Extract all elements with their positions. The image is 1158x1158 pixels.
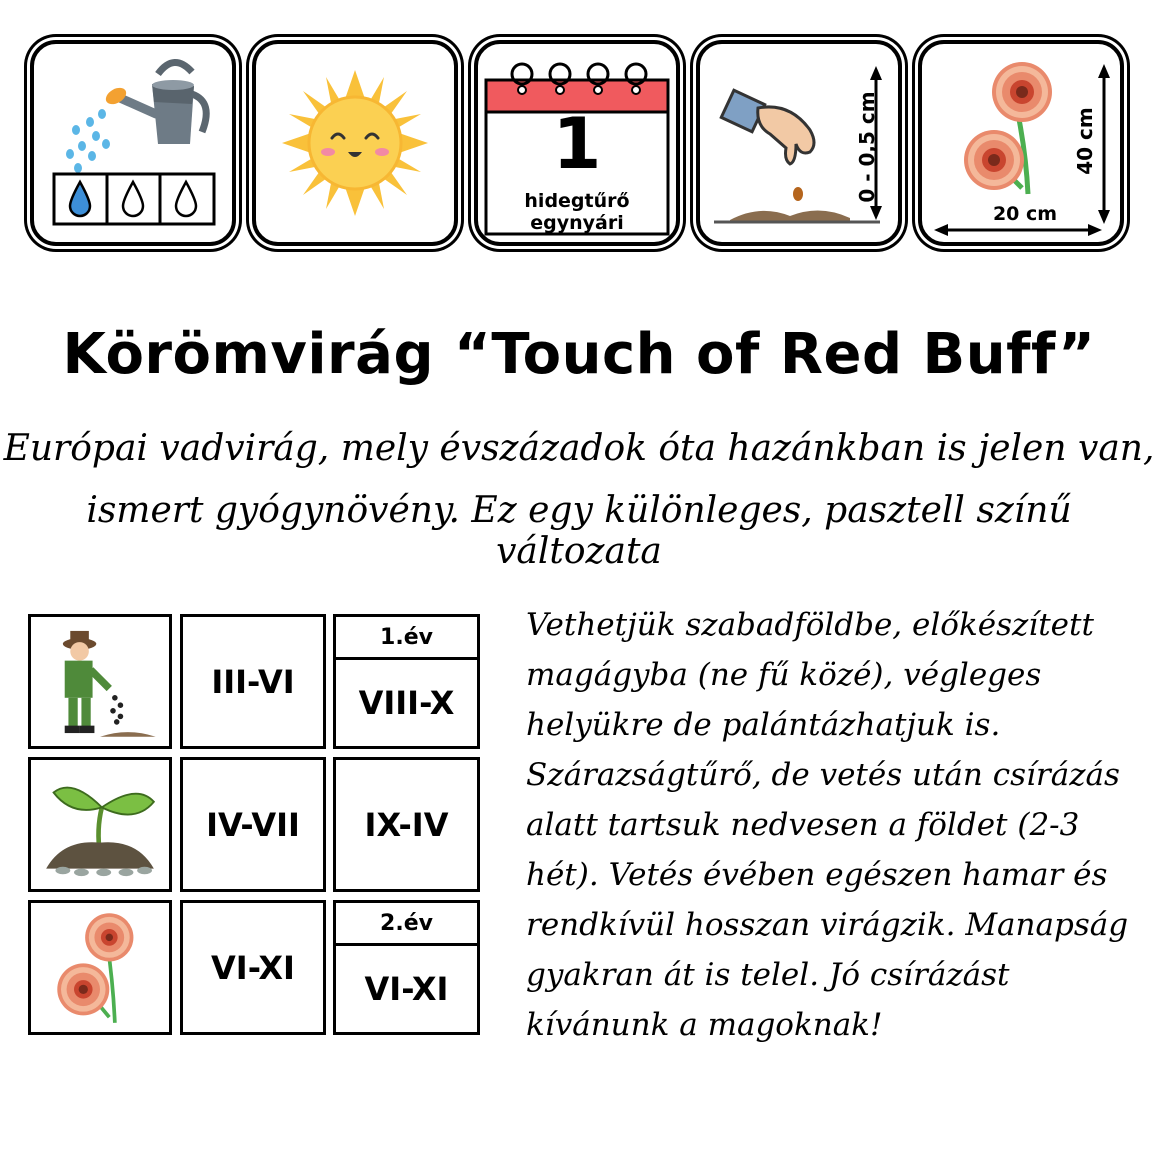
- watering-can-icon: [34, 44, 232, 242]
- plant-width-label: 20 cm: [992, 203, 1058, 225]
- sowing-icon-cell: [28, 614, 172, 749]
- calendar-card: [474, 40, 680, 246]
- description-line: helyükre de palántázhatjuk is.: [526, 707, 1001, 743]
- seedling-icon: [35, 764, 165, 886]
- plant-size-card: [918, 40, 1124, 246]
- period-cell-row1: III-VI: [180, 614, 326, 749]
- second-period-cell-row3: VI-XI: [333, 943, 480, 1035]
- calendar-line1: hidegtűrő: [524, 190, 630, 212]
- sowing-depth-card: [696, 40, 902, 246]
- gardener-sowing-icon: [35, 621, 165, 743]
- period-cell-row3: VI-XI: [180, 900, 326, 1035]
- calendar-line2: egynyári: [530, 212, 624, 234]
- sowing-depth-label: 0 - 0,5 cm: [855, 91, 879, 203]
- page-title: Körömvirág “Touch of Red Buff”: [62, 322, 1096, 387]
- year-label-2: 2.év: [333, 900, 480, 946]
- description-line: magágyba (ne fű közé), végleges: [526, 657, 1042, 693]
- second-period-cell-row2: IX-IV: [333, 757, 480, 892]
- calendar-number: 1: [552, 103, 602, 185]
- description-line: gyakran át is telel. Jó csírázást: [526, 957, 1010, 993]
- sun-icon: [256, 44, 454, 242]
- flower-icon-cell: [28, 900, 172, 1035]
- watering-card: [30, 40, 236, 246]
- sun-card: [252, 40, 458, 246]
- plant-height-label: 40 cm: [1073, 107, 1097, 175]
- description: [526, 600, 1146, 1050]
- period-cell-row2: IV-VII: [180, 757, 326, 892]
- seedling-icon-cell: [28, 757, 172, 892]
- description-line: hét). Vetés évében egészen hamar és: [526, 857, 1108, 893]
- description-line: alatt tartsuk nedvesen a földet (2-3: [526, 807, 1080, 843]
- second-period-cell-row1: VIII-X: [333, 657, 480, 749]
- description-line: Szárazságtűrő, de vetés után csírázás: [526, 757, 1120, 793]
- subtitle-line1: Európai vadvirág, mely évszázadok óta hazánkban is jelen van,: [3, 428, 1155, 469]
- flower-icon: [35, 907, 165, 1029]
- description-line: kívánunk a magoknak!: [526, 1007, 883, 1043]
- description-line: rendkívül hosszan virágzik. Manapság: [526, 907, 1129, 943]
- subtitle-line2: ismert gyógynövény. Ez egy különleges, pasztell színű változata: [86, 490, 1072, 572]
- description-line: Vethetjük szabadföldbe, előkészített: [526, 607, 1094, 643]
- year-label-1: 1.év: [333, 614, 480, 660]
